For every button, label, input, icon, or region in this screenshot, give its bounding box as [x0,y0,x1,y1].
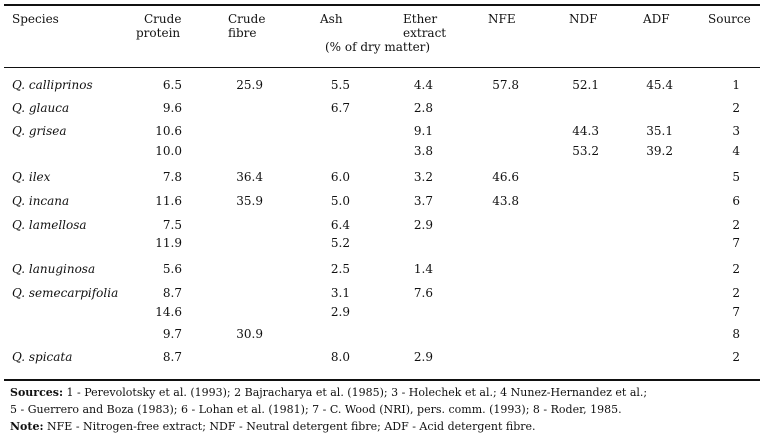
cell-ee: 3.8 [413,144,433,158]
header-species: Species [12,12,59,26]
cell-src: 4 [732,144,740,158]
cell-adf: 35.1 [646,124,673,138]
table-row [0,262,765,276]
table-row [0,327,765,341]
header-ash: Ash [320,12,343,26]
table-row [0,305,765,319]
header-crude-protein-1: Crude [144,12,182,26]
cell-src: 7 [732,236,740,250]
cell-ndf: 52.1 [572,78,599,92]
cell-ee: 7.6 [413,286,433,300]
cell-ee: 2.9 [413,350,433,364]
header-crude-fibre-1: Crude [228,12,266,26]
table-row [0,101,765,115]
cell-nfe: 43.8 [492,194,519,208]
cell-src: 5 [732,170,740,184]
footnote-note [10,418,536,435]
table-row [0,218,765,232]
header-unit: (% of dry matter) [325,40,431,54]
species-name: Q. ilex [12,170,51,184]
sources-text-2: 5 - Guerrero and Boza (1983); 6 - Lohan et al. (1981); 7 - C. Wood (NRI), pers. comm. (1993); 8 - Roder, 1985. [10,403,622,416]
header-crude-protein-2: protein [136,26,181,40]
cell-cp: 5.6 [162,262,182,276]
species-name: Q. semecarpifolia [12,286,119,300]
cell-cp: 10.6 [155,124,182,138]
cell-cf: 25.9 [236,78,263,92]
cell-ash: 5.5 [330,78,350,92]
note-label: Note: [10,420,44,433]
cell-ash: 2.5 [330,262,350,276]
cell-ash: 8.0 [330,350,350,364]
cell-ash: 5.0 [330,194,350,208]
header-adf: ADF [643,12,670,26]
cell-src: 7 [732,305,740,319]
cell-cp: 9.7 [162,327,182,341]
header-ether-extract-1: Ether [403,12,438,26]
cell-ash: 3.1 [330,286,350,300]
cell-ash: 6.0 [330,170,350,184]
footnote-sources-2 [10,401,622,418]
cell-src: 2 [732,101,740,115]
header-source: Source [708,12,751,26]
cell-src: 1 [732,78,740,92]
cell-cp: 8.7 [162,286,182,300]
header-ether-extract-2: extract [403,26,447,40]
species-name: Q. glauca [12,101,70,115]
cell-ash: 2.9 [330,305,350,319]
table-row [0,350,765,364]
sources-label: Sources: [10,386,64,399]
cell-ash: 5.2 [330,236,350,250]
table-row [0,144,765,158]
cell-cf: 35.9 [236,194,263,208]
cell-ee: 1.4 [413,262,433,276]
table-row [0,236,765,250]
sources-text-1: 1 - Perevolotsky et al. (1993); 2 Bajracharya et al. (1985); 3 - Holechek et al.; 4 Nunez-Hernandez et al.; [66,386,648,399]
cell-adf: 39.2 [646,144,673,158]
species-name: Q. incana [12,194,70,208]
cell-src: 2 [732,286,740,300]
cell-cp: 7.5 [162,218,182,232]
cell-cp: 11.9 [155,236,182,250]
cell-ash: 6.4 [330,218,350,232]
cell-cf: 36.4 [236,170,263,184]
cell-cp: 11.6 [155,194,182,208]
cell-ee: 4.4 [413,78,433,92]
cell-src: 2 [732,262,740,276]
table-top-rule [4,4,760,6]
cell-adf: 45.4 [646,78,673,92]
cell-cp: 9.6 [162,101,182,115]
table-row [0,124,765,138]
species-name: Q. lamellosa [12,218,87,232]
table-row [0,286,765,300]
cell-cp: 8.7 [162,350,182,364]
cell-ee: 3.7 [413,194,433,208]
table-row [0,194,765,208]
cell-ndf: 53.2 [572,144,599,158]
header-bottom-rule [4,67,760,68]
cell-ee: 2.9 [413,218,433,232]
header-crude-fibre-2: fibre [228,26,257,40]
cell-nfe: 46.6 [492,170,519,184]
footnote-sources-1 [10,384,647,401]
cell-cp: 7.8 [162,170,182,184]
table-row [0,170,765,184]
cell-src: 3 [732,124,740,138]
cell-cp: 14.6 [155,305,182,319]
header-nfe: NFE [488,12,516,26]
species-name: Q. grisea [12,124,67,138]
cell-cf: 30.9 [236,327,263,341]
cell-cp: 6.5 [162,78,182,92]
table-bottom-rule [4,379,760,381]
species-name: Q. spicata [12,350,73,364]
cell-src: 8 [732,327,740,341]
header-ndf: NDF [569,12,598,26]
cell-cp: 10.0 [155,144,182,158]
cell-ndf: 44.3 [572,124,599,138]
cell-ash: 6.7 [330,101,350,115]
species-name: Q. lanuginosa [12,262,96,276]
cell-ee: 3.2 [413,170,433,184]
table-row [0,78,765,92]
cell-ee: 9.1 [413,124,433,138]
species-name: Q. calliprinos [12,78,93,92]
note-text: NFE - Nitrogen-free extract; NDF - Neutral detergent fibre; ADF - Acid detergent fibre. [47,420,536,433]
cell-ee: 2.8 [413,101,433,115]
cell-nfe: 57.8 [492,78,519,92]
cell-src: 6 [732,194,740,208]
cell-src: 2 [732,218,740,232]
cell-src: 2 [732,350,740,364]
